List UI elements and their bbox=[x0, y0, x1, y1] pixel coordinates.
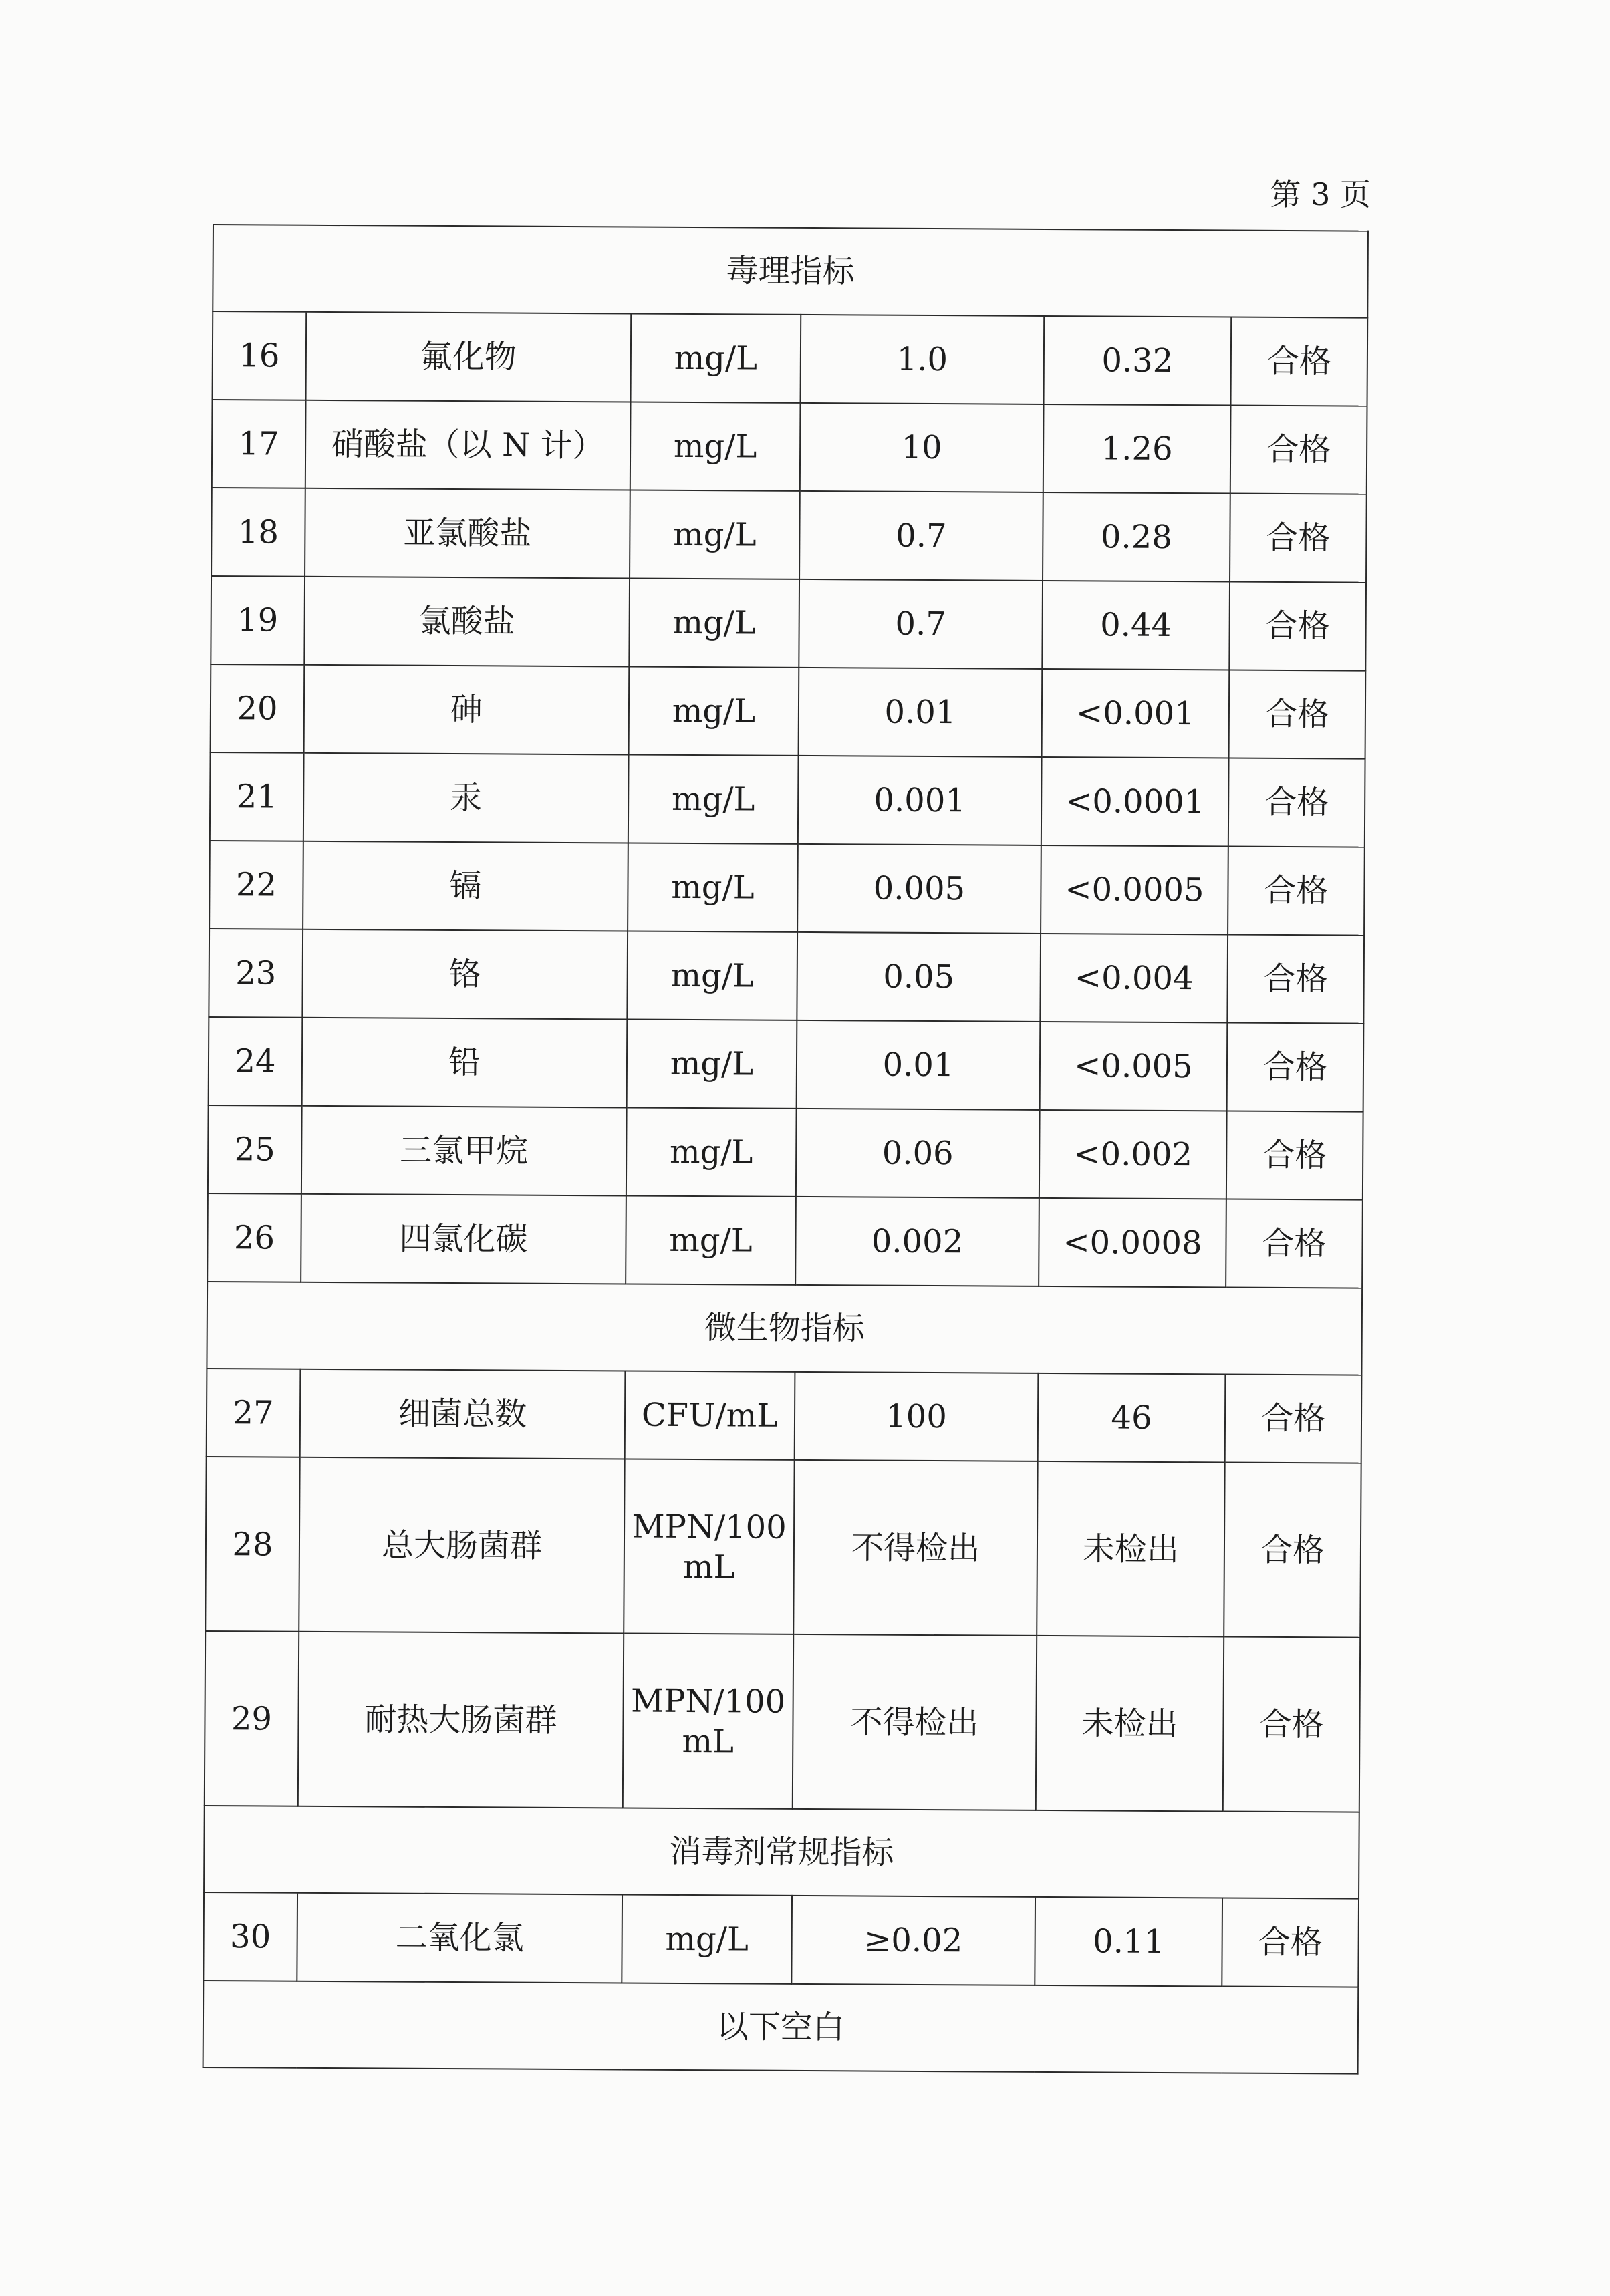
table-row bbox=[207, 1193, 1363, 1288]
item-unit: mg/L bbox=[628, 843, 798, 931]
table-row bbox=[209, 1017, 1364, 1112]
item-name: 总大肠菌群 bbox=[299, 1457, 624, 1634]
section-header-disinfectant bbox=[204, 1806, 1359, 1899]
item-limit: 0.01 bbox=[797, 1020, 1041, 1110]
water-quality-report-table bbox=[203, 224, 1369, 2075]
item-name: 四氯化碳 bbox=[301, 1194, 626, 1284]
item-result: 46 bbox=[1038, 1373, 1226, 1463]
table-row bbox=[209, 841, 1365, 936]
item-verdict: 合格 bbox=[1227, 935, 1364, 1024]
item-verdict: 合格 bbox=[1229, 670, 1366, 759]
table-row bbox=[205, 1457, 1361, 1638]
item-unit: mg/L bbox=[627, 931, 797, 1020]
item-result: 0.11 bbox=[1035, 1897, 1222, 1987]
item-name: 氟化物 bbox=[306, 312, 632, 402]
item-name: 汞 bbox=[303, 753, 629, 843]
item-number: 21 bbox=[210, 752, 304, 841]
item-result: <0.001 bbox=[1042, 669, 1230, 758]
item-result: 未检出 bbox=[1037, 1461, 1224, 1637]
item-unit: mg/L bbox=[630, 490, 800, 579]
item-verdict: 合格 bbox=[1225, 1374, 1362, 1463]
item-verdict: 合格 bbox=[1226, 1111, 1363, 1199]
item-number: 24 bbox=[209, 1017, 303, 1106]
item-result: <0.004 bbox=[1040, 934, 1228, 1023]
item-limit: 0.7 bbox=[799, 491, 1043, 581]
item-number: 22 bbox=[209, 841, 303, 929]
table-row bbox=[208, 1105, 1363, 1200]
item-number: 29 bbox=[205, 1631, 299, 1806]
section-header-microbiology bbox=[207, 1282, 1362, 1375]
item-verdict: 合格 bbox=[1228, 847, 1365, 936]
item-verdict: 合格 bbox=[1224, 1462, 1361, 1637]
item-number: 26 bbox=[207, 1193, 301, 1282]
item-number: 17 bbox=[212, 400, 306, 488]
item-result: 未检出 bbox=[1036, 1636, 1224, 1812]
page-number: 第 3 页 bbox=[1270, 176, 1371, 212]
item-result: <0.0001 bbox=[1041, 757, 1229, 847]
item-unit: CFU/mL bbox=[625, 1371, 795, 1459]
item-result: <0.002 bbox=[1039, 1110, 1227, 1199]
section-title: 微生物指标 bbox=[207, 1282, 1362, 1375]
item-unit: mg/L bbox=[631, 313, 801, 402]
item-unit-line-1: MPN/100 bbox=[630, 1682, 786, 1721]
table-row bbox=[209, 929, 1364, 1024]
item-limit: 0.06 bbox=[796, 1109, 1040, 1198]
section-title: 消毒剂常规指标 bbox=[204, 1806, 1359, 1899]
item-unit bbox=[624, 1459, 794, 1634]
item-number: 16 bbox=[213, 311, 307, 400]
item-limit: 0.7 bbox=[799, 579, 1043, 669]
item-unit: mg/L bbox=[626, 1107, 797, 1196]
item-verdict: 合格 bbox=[1228, 758, 1365, 847]
item-name: 硝酸盐（以 N 计） bbox=[305, 400, 631, 490]
item-verdict: 合格 bbox=[1222, 1898, 1359, 1987]
item-unit-line-2: mL bbox=[682, 1722, 734, 1760]
item-name: 铬 bbox=[302, 929, 628, 1020]
item-verdict: 合格 bbox=[1230, 494, 1367, 583]
item-name: 耐热大肠菌群 bbox=[298, 1632, 624, 1808]
item-verdict: 合格 bbox=[1223, 1636, 1361, 1812]
table-row bbox=[210, 752, 1365, 847]
item-limit: 0.005 bbox=[797, 844, 1041, 934]
table-row bbox=[212, 400, 1367, 494]
item-limit: 1.0 bbox=[801, 315, 1045, 404]
item-unit: mg/L bbox=[628, 754, 799, 843]
item-verdict: 合格 bbox=[1227, 1022, 1364, 1111]
item-limit: 0.002 bbox=[795, 1197, 1039, 1286]
item-number: 30 bbox=[203, 1892, 297, 1981]
table-row bbox=[211, 664, 1366, 759]
item-unit-line-1: MPN/100 bbox=[632, 1508, 787, 1546]
item-limit: ≥0.02 bbox=[791, 1896, 1035, 1985]
item-result: 0.44 bbox=[1042, 581, 1230, 670]
item-number: 28 bbox=[205, 1457, 299, 1632]
item-unit: mg/L bbox=[630, 402, 801, 490]
table-row bbox=[211, 488, 1367, 583]
item-name: 镉 bbox=[303, 841, 628, 931]
item-limit: 0.05 bbox=[797, 932, 1041, 1022]
item-unit: mg/L bbox=[626, 1195, 796, 1284]
item-result: 1.26 bbox=[1043, 404, 1231, 494]
item-number: 27 bbox=[207, 1369, 301, 1457]
item-number: 18 bbox=[211, 488, 305, 577]
item-unit: mg/L bbox=[629, 666, 799, 755]
table-row bbox=[213, 311, 1368, 406]
item-limit: 0.01 bbox=[799, 668, 1043, 757]
item-verdict: 合格 bbox=[1229, 582, 1366, 671]
item-limit: 不得检出 bbox=[793, 1460, 1037, 1636]
item-name: 砷 bbox=[304, 665, 630, 755]
item-number: 23 bbox=[209, 929, 303, 1018]
item-unit: mg/L bbox=[622, 1894, 792, 1983]
item-unit bbox=[623, 1633, 793, 1808]
item-name: 铅 bbox=[302, 1018, 628, 1108]
item-name: 氯酸盐 bbox=[304, 577, 630, 667]
item-name: 二氧化氯 bbox=[297, 1893, 622, 1983]
section-title: 毒理指标 bbox=[213, 225, 1368, 318]
section-header-toxicology bbox=[213, 225, 1368, 318]
item-verdict: 合格 bbox=[1231, 317, 1368, 406]
item-result: 0.32 bbox=[1044, 316, 1232, 406]
item-limit: 10 bbox=[800, 403, 1044, 492]
item-result: 0.28 bbox=[1043, 492, 1230, 582]
table-row bbox=[203, 1892, 1359, 1987]
table-row bbox=[207, 1369, 1362, 1463]
item-number: 20 bbox=[211, 664, 305, 753]
item-unit-line-2: mL bbox=[682, 1548, 735, 1586]
table-row bbox=[205, 1631, 1360, 1812]
item-limit: 100 bbox=[795, 1372, 1039, 1461]
footer-note: 以下空白 bbox=[203, 1981, 1359, 2074]
item-name: 亚氯酸盐 bbox=[305, 488, 630, 579]
item-name: 三氯甲烷 bbox=[301, 1106, 627, 1196]
item-number: 25 bbox=[208, 1105, 302, 1194]
item-number: 19 bbox=[211, 576, 305, 665]
table-footer-row bbox=[203, 1981, 1359, 2074]
item-verdict: 合格 bbox=[1226, 1199, 1363, 1288]
item-result: <0.0008 bbox=[1039, 1198, 1226, 1288]
item-result: <0.0005 bbox=[1041, 845, 1228, 935]
item-unit: mg/L bbox=[629, 578, 799, 667]
item-limit: 不得检出 bbox=[793, 1634, 1037, 1810]
item-name: 细菌总数 bbox=[300, 1369, 626, 1459]
item-limit: 0.001 bbox=[798, 756, 1042, 845]
item-verdict: 合格 bbox=[1230, 406, 1367, 494]
table-row bbox=[211, 576, 1366, 671]
item-result: <0.005 bbox=[1040, 1022, 1228, 1111]
item-unit: mg/L bbox=[627, 1019, 797, 1108]
